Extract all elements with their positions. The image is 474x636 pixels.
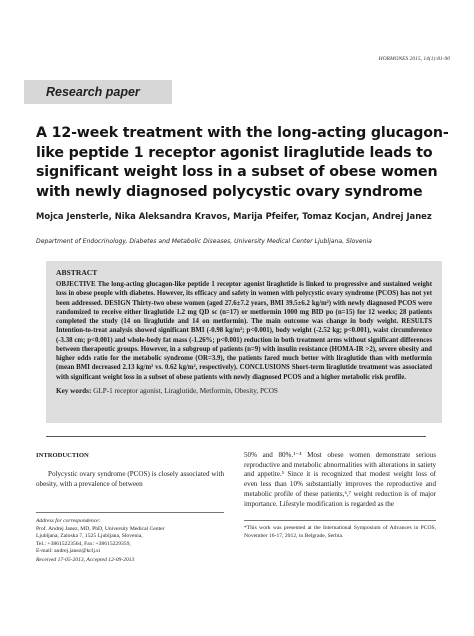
affiliation: Department of Endocrinology, Diabetes and Metabolic Diseases, University Medical Center Ljubljana, Slovenia (36, 238, 372, 245)
left-column (36, 451, 224, 565)
footnote: *This work was presented at the International Symposium of Advances in PCOS, November 16-17, 2012, in Belgrade, Serbia. (244, 520, 436, 540)
correspondence-line: Tel.: +38615223564, Fax: +38615229359, (36, 540, 131, 547)
abstract-box (46, 261, 442, 423)
abstract-text: OBJECTIVE The long-acting glucagon-like peptide 1 receptor agonist liraglutide is linked to progressive and sustained weight loss in obese people with diabetes. However, its efficacy and safety in women with polycystic ovary syndrome (PCOS) has not yet been addressed. DESIGN Thirty-two obese women (aged 27.6±7.2 years, BMI 39.5±6.2 kg/m²) with newly diagnosed PCOS were randomized to receive either liraglutide 1.2 mg QD sc (n=17) or metformin 1000 mg BID po (n=15) for 12 weeks; 28 patients completed the study (14 on liraglutide and 14 on metformin). The main outcome was change in body weight. RESULTS Intention-to-treat analysis showed significant BMI (-0.98 kg/m²; p<0.001), body weight (-2.52 kg; p<0.001), waist circumference (-3.38 cm; p<0.001) and whole-body fat mass (-1.26%; p<0.001) reduction in both treatment arms without significant differences between therapeutic groups. However, in a subgroup of patients (n=9) with insulin resistance (HOMA-IR >2), severe obesity and higher odds ratio for the metabolic syndrome (OR=3.9), the patients fared much better with liraglutide than with metformin (mean BMI decreased 2.13 kg/m² vs. 0.62 kg/m², respectively). CONCLUSIONS Short-term liraglutide treatment was associated with significant weight loss in a subset of obese patients with newly diagnosed PCOS and a higher metabolic risk profile. (56, 281, 432, 381)
section-divider (46, 436, 426, 437)
correspondence-heading: Address for correspondence: (36, 518, 101, 525)
introduction-heading: INTRODUCTION (36, 452, 89, 459)
received-dates: Received 17-05-2013, Accepted 12-09-2013 (36, 557, 135, 564)
journal-reference: HORMONES 2015, 14(1):81-90 (378, 56, 450, 62)
article-title: A 12-week treatment with the long-acting glucagon-like peptide 1 receptor agonist liraglutide leads to significant weight loss in a subset of obese women with newly diagnosed polycystic ovary syndrome (36, 125, 449, 200)
abstract-heading: ABSTRACT (56, 268, 98, 277)
correspondence-email[interactable]: E-mail: andrej.janez@kclj.si (36, 548, 101, 555)
keywords (56, 387, 432, 396)
correspondence-line: Ljubljana, Zaloska 7, 1525 Ljubljana, Slovenia, (36, 533, 143, 540)
article-type-badge: Research paper (24, 80, 172, 104)
correspondence-line: Prof. Andrej Janez, MD, PhD, University Medical Center (36, 525, 165, 532)
right-column (244, 451, 436, 540)
author-list: Mojca Jensterle, Nika Aleksandra Kravos, Marija Pfeifer, Tomaz Kocjan, Andrej Janez (36, 211, 432, 221)
keywords-label: Key words: (56, 386, 92, 395)
introduction-text: Polycystic ovary syndrome (PCOS) is closely associated with obesity, with a prevalence of between (36, 470, 224, 488)
keywords-list: GLP-1 receptor agonist, Liraglutide, Metformin, Obesity, PCOS (93, 386, 278, 395)
body-text: 50% and 80%.¹⁻⁴ Most obese women demonstrate serious reproductive and metabolic abnormalities with alterations in satiety and appetite.⁵ Since it is recognized that modest weight loss of even less than 10% substantially improves the reproductive and metabolic profile of these patients,⁶,⁷ weight reduction is of major importance. Lifestyle modification is regarded as the (244, 451, 436, 508)
correspondence-block (36, 512, 224, 564)
